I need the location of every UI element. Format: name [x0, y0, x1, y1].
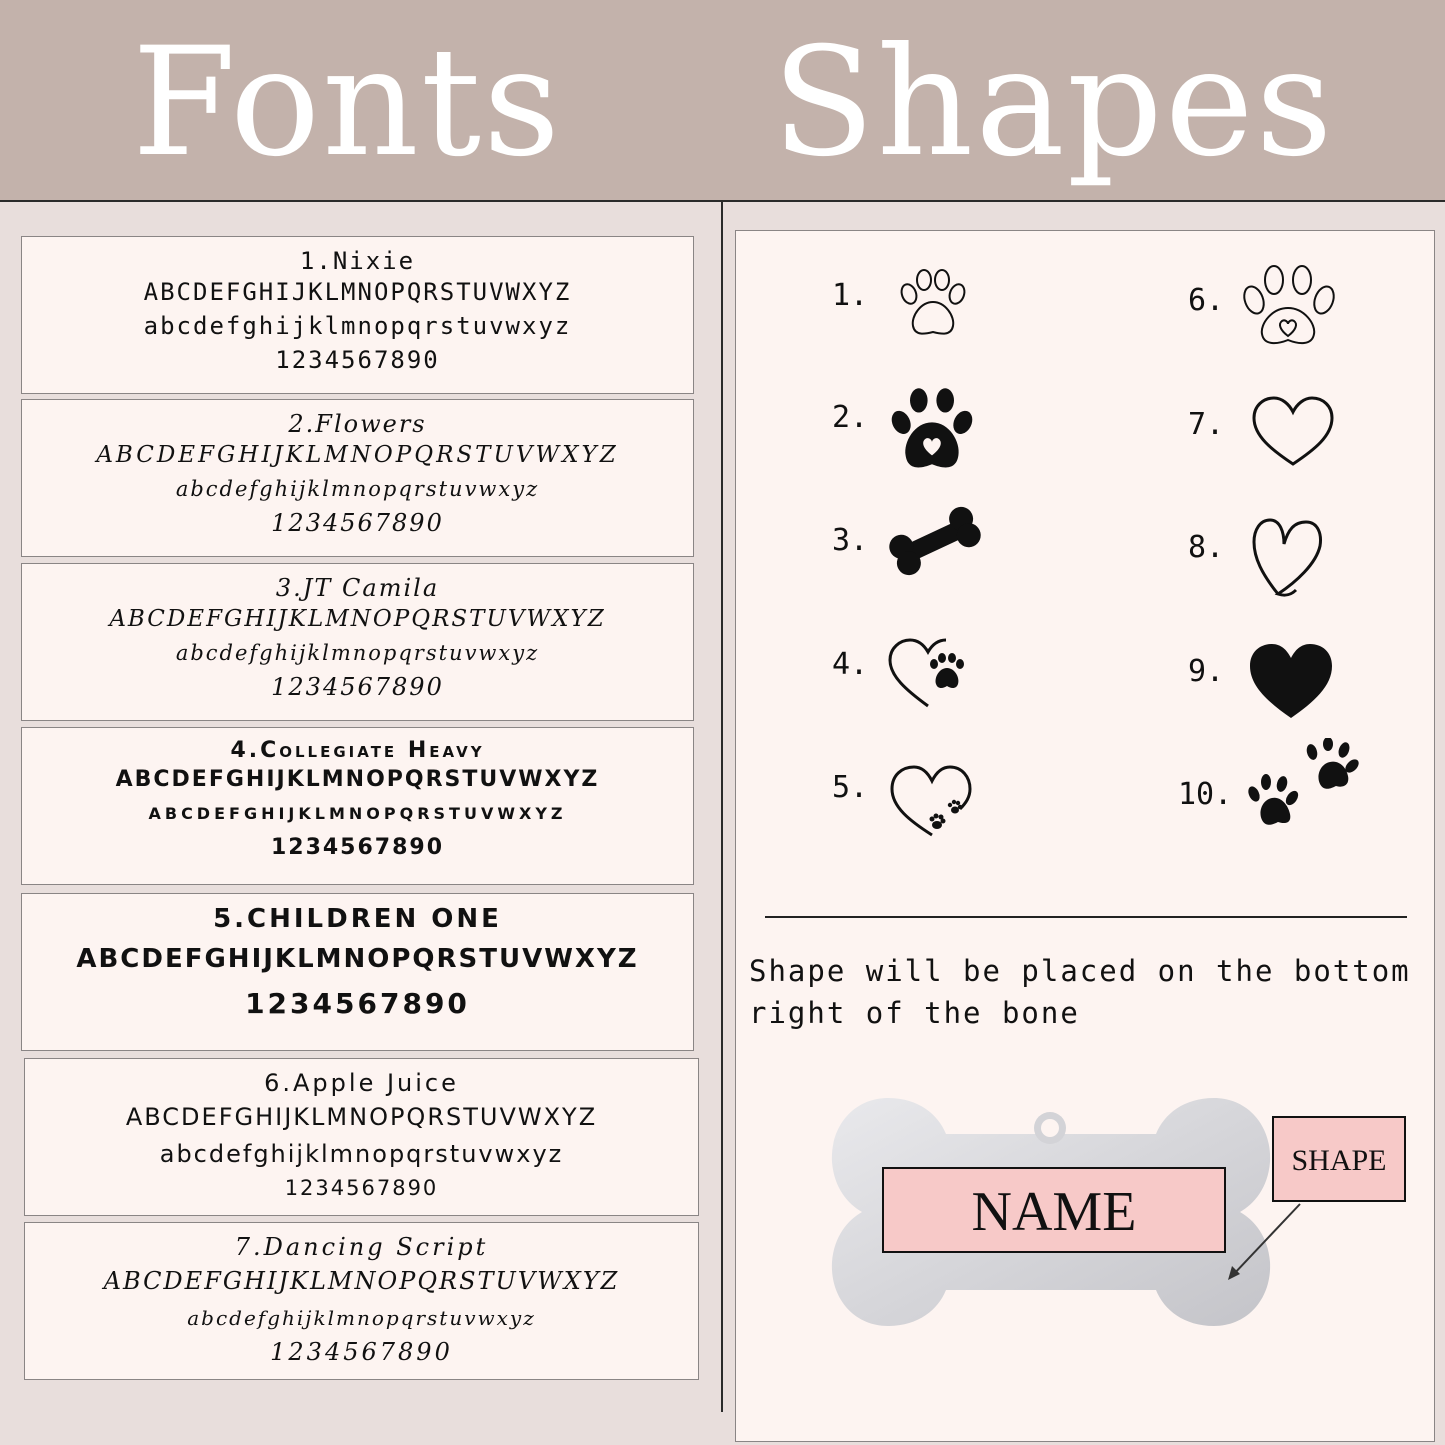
shape-label-7: 7. [1188, 407, 1225, 442]
font-uppercase: ABCDEFGHIJKLMNOPQRSTUVWXYZ [109, 606, 606, 632]
shape-label-8: 8. [1188, 530, 1225, 565]
font-lowercase: abcdefghijklmnopqrstuvwxyz [159, 1140, 564, 1168]
font-name: 3.JT Camila [275, 574, 440, 602]
heart-loop-icon [1248, 512, 1328, 602]
shape-label-2: 2. [832, 400, 869, 435]
shape-label-9: 9. [1188, 654, 1225, 689]
font-uppercase: ABCDEFGHIJKLMNOPQRSTUVWXYZ [143, 278, 572, 306]
shape-label-6: 6. [1188, 283, 1225, 318]
font-uppercase: ABCDEFGHIJKLMNOPQRSTUVWXYZ [96, 442, 619, 468]
two-paws-icon [1246, 738, 1360, 834]
font-name: 2.Flowers [288, 410, 427, 438]
column-divider [721, 202, 723, 1412]
font-digits: 1234567890 [284, 1176, 439, 1200]
bone-icon [886, 502, 984, 580]
font-card-dancing-script [24, 1222, 699, 1380]
font-digits: 1234567890 [270, 835, 445, 860]
font-lowercase: abcdefghijklmnopqrstuvwxyz [187, 1306, 536, 1330]
heart-small-paws-icon [888, 763, 974, 841]
font-digits: 1234567890 [270, 1338, 453, 1366]
font-lowercase: abcdefghijklmnopqrstuvwxyz [175, 477, 540, 501]
heart-solid-icon [1246, 640, 1336, 722]
shape-label-box: SHAPE [1272, 1116, 1406, 1202]
header-banner [0, 0, 1445, 200]
placement-note: Shape will be placed on the bottom right of the bone [749, 954, 1411, 1030]
font-digits: 1234567890 [275, 346, 440, 374]
shape-label-3: 3. [832, 523, 869, 558]
shape-label-4: 4. [832, 647, 869, 682]
shapes-note-divider [765, 916, 1407, 918]
font-name: 5.CHILDREN ONE [213, 904, 502, 934]
font-name: 6.Apple Juice [264, 1069, 459, 1097]
font-uppercase: ABCDEFGHIJKLMNOPQRSTUVWXYZ [125, 1103, 598, 1131]
font-lowercase: ABCDEFGHIJKLMNOPQRSTUVWXYZ [148, 804, 567, 823]
font-card-apple-juice [24, 1058, 699, 1216]
font-name: 1.Nixie [299, 247, 416, 275]
font-lowercase: abcdefghijklmnopqrstuvwxyz [143, 312, 572, 340]
pointer-arrow-icon [1224, 1200, 1304, 1284]
heart-paw-icon [886, 636, 970, 712]
font-name: 4.Collegiate Heavy [230, 738, 485, 763]
font-lowercase: abcdefghijklmnopqrstuvwxyz [175, 641, 540, 665]
font-card-nixie [21, 236, 694, 394]
fonts-title: Fonts [132, 16, 563, 190]
font-uppercase: ABCDEFGHIJKLMNOPQRSTUVWXYZ [103, 1267, 620, 1295]
paw-heart-outline-icon [1240, 260, 1338, 348]
shapes-title: Shapes [772, 16, 1335, 190]
font-card-jt-camila [21, 563, 694, 721]
shape-label-10: 10. [1178, 777, 1233, 812]
font-card-children-one [21, 893, 694, 1051]
font-card-flowers [21, 399, 694, 557]
name-label-box: NAME [882, 1167, 1226, 1253]
paw-outline-icon [893, 262, 973, 342]
font-digits: 1234567890 [271, 509, 444, 537]
font-uppercase: ABCDEFGHIJKLMNOPQRSTUVWXYZ [115, 767, 600, 792]
font-digits: 1234567890 [245, 987, 470, 1020]
font-card-collegiate-heavy [21, 727, 694, 885]
shape-label-5: 5. [832, 770, 869, 805]
font-uppercase: ABCDEFGHIJKLMNOPQRSTUVWXYZ [76, 944, 639, 974]
shape-label-1: 1. [832, 278, 869, 313]
heart-outline-icon [1248, 392, 1338, 470]
font-digits: 1234567890 [271, 673, 444, 701]
font-name: 7.Dancing Script [234, 1233, 489, 1261]
paw-heart-solid-icon [888, 385, 976, 473]
